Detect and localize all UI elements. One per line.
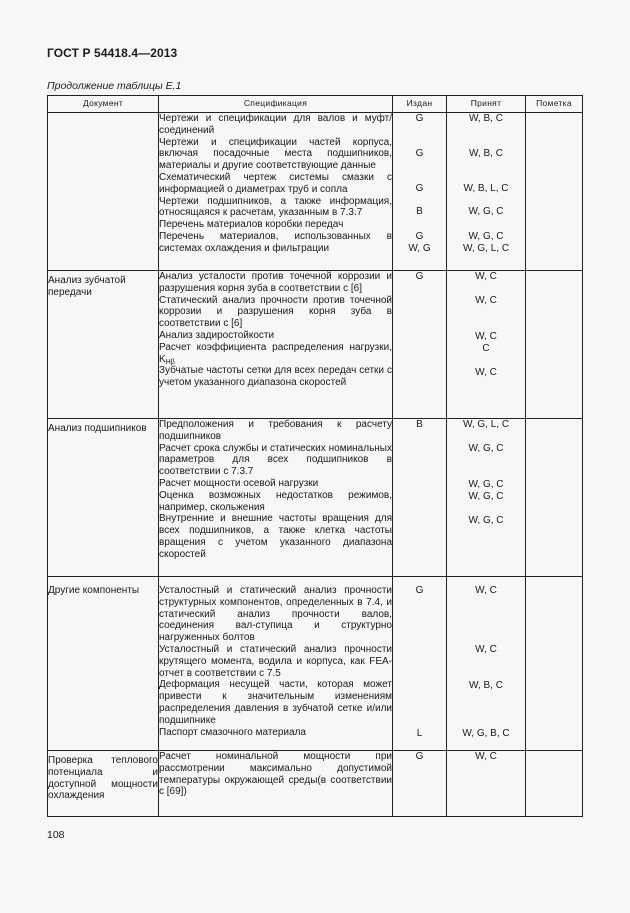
spec-item: Перечень материалов коробки передач (159, 219, 344, 231)
issued-value: G (415, 183, 424, 194)
spec-item: Чертежи и спецификации частей корпуса, включая посадочные места подшипников, материалы и другие соответствующие данные (159, 136, 392, 172)
accepted-value: W, G, L, C (462, 419, 510, 430)
accepted-value: W, B, C (469, 680, 503, 691)
issued-cell (393, 419, 447, 577)
spec-item: Перечень материалов, использованных в системах охлаждения и фильтрации (159, 230, 392, 254)
table-row (48, 751, 583, 817)
accepted-value: W, B, C (469, 148, 503, 159)
spec-item: Чертежи и спецификации для валов и муфт/соединений (159, 113, 392, 136)
spec-item: Схематический чертеж системы смазки с информацией о диаметрах труб и сопла (159, 171, 392, 195)
header-note: Пометка (526, 96, 583, 113)
document-cell (48, 751, 159, 817)
accepted-cell (447, 577, 526, 751)
issued-cell (393, 577, 447, 751)
accepted-value: C (482, 343, 490, 354)
document-name: Анализ зубчатой передачи (48, 275, 126, 298)
accepted-value: W, G, L, C (462, 243, 510, 254)
issued-value: G (415, 585, 424, 596)
document-header: ГОСТ Р 54418.4—2013 (47, 46, 178, 60)
document-name: Другие компоненты (48, 585, 140, 596)
spec-item: Анализ усталости против точечной коррозии и разрушения корня зуба в соответствии с [6] (159, 271, 392, 294)
spec-item: Предположения и требования к расчету подшипников (159, 419, 392, 442)
issued-cell (393, 113, 447, 271)
accepted-value: W, G, C (468, 515, 504, 526)
spec-item-subscript: Hβ (165, 358, 175, 366)
issued-value: W, G (408, 243, 431, 254)
note-cell (526, 419, 583, 577)
accepted-value: W, G, C (468, 231, 504, 242)
note-cell (526, 113, 583, 271)
spec-item (159, 342, 392, 366)
issued-value: G (415, 231, 424, 242)
header-specification: Спецификация (159, 96, 393, 113)
spec-item: Оценка возможных недостатков режимов, например, скольжения (159, 489, 392, 513)
specification-cell (159, 751, 393, 817)
spec-item: Расчет срока службы и статических номинальных параметров для всех подшипников в соответствии с 7.3.7 (159, 442, 392, 478)
specification-cell (159, 271, 393, 419)
table-row (48, 577, 583, 751)
accepted-value: W, G, C (468, 443, 504, 454)
note-cell (526, 577, 583, 751)
issued-cell (393, 751, 447, 817)
table-row (48, 271, 583, 419)
document-name: Проверка теплового потенциала и доступной мощности охлаждения (48, 755, 158, 802)
spec-item: Деформация несущей части, которая может привести к значительным изменениям распределения давления в зубчатой сетке и/или подшипнике (159, 679, 392, 726)
issued-value: G (415, 751, 424, 762)
spec-item: Зубчатые частоты сетки для всех передач сетки с учетом указанного диапазона скоростей (159, 365, 392, 389)
spec-item: Внутренние и внешние частоты вращения для всех подшипников, а также клетка частоты вращения с учетом указанного диапазона скоростей (159, 513, 392, 560)
note-cell (526, 751, 583, 817)
spec-item: Чертежи подшипников, а также информация, относящаяся к расчетам, указанным в 7.3.7 (159, 195, 392, 219)
accepted-cell (447, 113, 526, 271)
accepted-value: W, C (475, 644, 497, 655)
issued-value: B (416, 206, 423, 217)
accepted-value: W, B, L, C (463, 183, 509, 194)
issued-value: G (415, 271, 424, 282)
accepted-value: W, C (475, 367, 497, 378)
header-accepted: Принят (447, 96, 526, 113)
accepted-cell (447, 271, 526, 419)
spec-item-text: Расчет коэффициента распределения нагрузки, K (159, 341, 392, 365)
header-issued: Издан (393, 96, 447, 113)
table-row (48, 113, 583, 271)
spec-item: Расчет номинальной мощности при рассмотрении максимально допустимой температуры окружающей среды(в соответствии с [69]) (159, 751, 392, 798)
spec-item: Паспорт смазочного материала (159, 726, 306, 738)
spec-item: Усталостный и статический анализ прочности крутящего момента, водила и корпуса, как FEA-отчет в соответствии с 7.5 (159, 643, 392, 679)
document-cell (48, 419, 159, 577)
accepted-value: W, C (475, 331, 497, 342)
document-name: Анализ подшипников (48, 423, 147, 434)
spec-item: Анализ задиростойкости (159, 329, 275, 341)
accepted-cell (447, 751, 526, 817)
document-cell (48, 113, 159, 271)
specification-cell (159, 577, 393, 751)
spec-item: Расчет мощности осевой нагрузки (159, 477, 319, 489)
accepted-value: W, C (475, 751, 497, 762)
issued-value: G (415, 148, 424, 159)
accepted-cell (447, 419, 526, 577)
document-cell (48, 271, 159, 419)
accepted-value: W, G, C (468, 206, 504, 217)
table-header-row (48, 96, 583, 113)
table-row (48, 419, 583, 577)
accepted-value: W, C (475, 295, 497, 306)
accepted-value: W, G, C (468, 491, 504, 502)
specification-cell (159, 113, 393, 271)
issued-value: B (416, 419, 423, 430)
issued-value: L (416, 728, 423, 739)
document-cell (48, 577, 159, 751)
table-caption: Продолжение таблицы Е.1 (47, 80, 182, 92)
accepted-value: W, C (475, 271, 497, 282)
specification-table (47, 95, 583, 817)
spec-item: Статический анализ прочности против точечной коррозии и разрушения корня зуба в соответствии с [6] (159, 294, 392, 330)
accepted-value: W, G, B, C (462, 728, 510, 739)
page-number: 108 (47, 829, 65, 841)
accepted-value: W, B, C (469, 113, 503, 124)
issued-cell (393, 271, 447, 419)
accepted-value: W, G, C (468, 479, 504, 490)
issued-value: G (415, 113, 424, 124)
accepted-value: W, C (475, 585, 497, 596)
header-document: Документ (48, 96, 159, 113)
note-cell (526, 271, 583, 419)
spec-item: Усталостный и статический анализ прочности структурных компонентов, определенных в 7.4, и статический анализ прочности валов, соединения вал-ступица и структурно нагруженных болтов (159, 585, 392, 644)
specification-cell (159, 419, 393, 577)
